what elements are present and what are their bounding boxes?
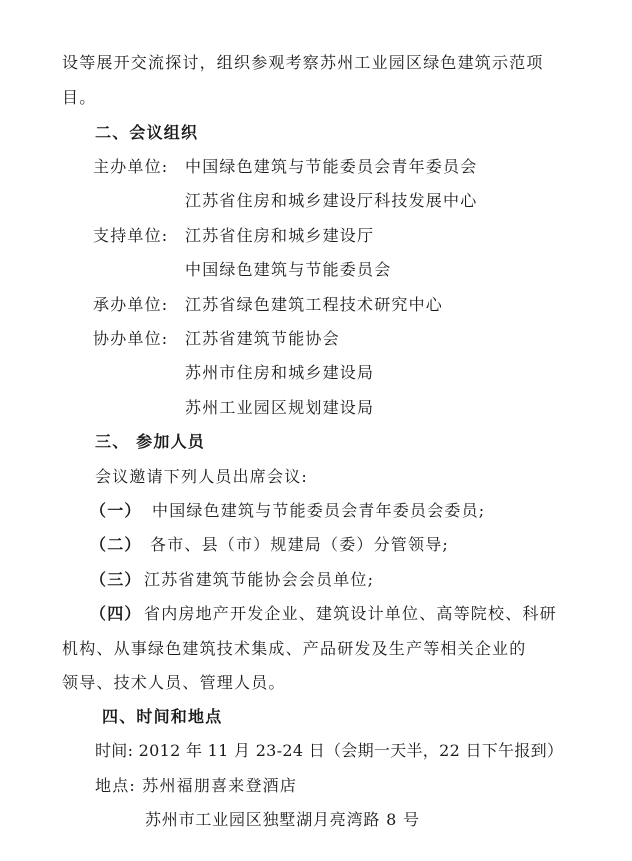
address-line: 苏州市工业园区独墅湖月亮湾路 8 号 bbox=[145, 810, 420, 829]
co-org-2: 苏州市住房和城乡建设局 bbox=[185, 363, 375, 382]
time-line: 时间: 2012 年 11 月 23-24 日（会期一天半，22 日下午报到） bbox=[95, 741, 564, 760]
support-label: 支持单位: bbox=[93, 226, 169, 245]
section4-heading: 四、时间和地点 bbox=[102, 707, 223, 726]
host-label: 主办单位: bbox=[93, 157, 169, 176]
support-org-1: 江苏省住房和城乡建设厅 bbox=[185, 226, 375, 245]
item3-number: （三） bbox=[90, 570, 142, 589]
host-org-2: 江苏省住房和城乡建设厅科技发展中心 bbox=[185, 191, 478, 210]
item4-text-line-3: 领导、技术人员、管理人员。 bbox=[62, 673, 286, 692]
item3-text: 江苏省建筑节能协会会员单位; bbox=[144, 570, 375, 589]
section3-intro: 会议邀请下列人员出席会议: bbox=[95, 467, 308, 486]
item1-text: 中国绿色建筑与节能委员会青年委员会委员; bbox=[152, 501, 486, 520]
host-org-1: 中国绿色建筑与节能委员会青年委员会 bbox=[185, 157, 478, 176]
section3-heading: 三、 参加人员 bbox=[95, 432, 205, 451]
co-org-1: 江苏省建筑节能协会 bbox=[185, 329, 340, 348]
co-org-3: 苏州工业园区规划建设局 bbox=[185, 398, 375, 417]
item1-number: （一） bbox=[90, 501, 142, 520]
item2-text: 各市、县（市）规建局（委）分管领导; bbox=[150, 535, 449, 554]
organizer-org-1: 江苏省绿色建筑工程技术研究中心 bbox=[185, 295, 444, 314]
place-line: 地点: 苏州福朋喜来登酒店 bbox=[95, 776, 298, 795]
section2-heading: 二、会议组织 bbox=[95, 123, 199, 142]
item4-text-line-2: 机构、从事绿色建筑技术集成、产品研发及生产等相关企业的 bbox=[62, 639, 527, 658]
intro-line-1: 设等展开交流探讨，组织参观考察苏州工业园区绿色建筑示范项 bbox=[62, 53, 544, 72]
item4-number: （四） bbox=[90, 604, 142, 623]
intro-line-2: 目。 bbox=[62, 88, 97, 107]
item2-number: （二） bbox=[90, 535, 142, 554]
item4-text-line-1: 省内房地产开发企业、建筑设计单位、高等院校、科研 bbox=[144, 604, 557, 623]
support-org-2: 中国绿色建筑与节能委员会 bbox=[185, 260, 392, 279]
organizer-label: 承办单位: bbox=[93, 295, 169, 314]
co-label: 协办单位: bbox=[93, 329, 169, 348]
